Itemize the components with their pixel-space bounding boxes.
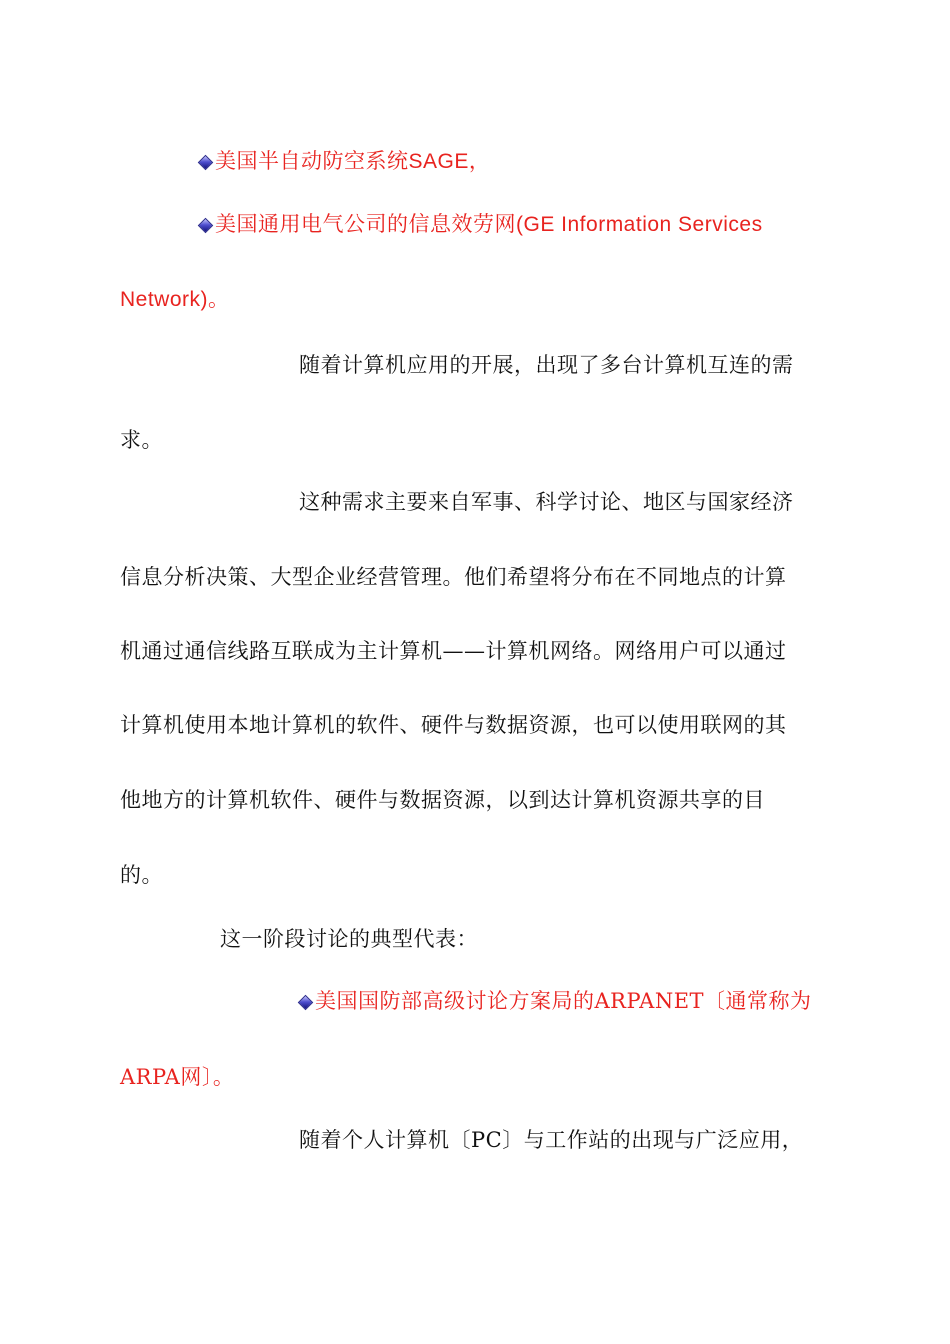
paragraph-2-line-1: 这种需求主要来自军事、科学讨论、地区与国家经济 — [299, 490, 794, 514]
diamond-bullet-icon — [298, 995, 312, 1009]
diamond-bullet-icon — [198, 155, 212, 169]
paragraph-2-line-2: 信息分析决策、大型企业经营管理。他们希望将分布在不同地点的计算 — [120, 565, 787, 589]
paragraph-2-line-3: 机通过通信线路互联成为主计算机——计算机网络。网络用户可以通过 — [120, 639, 787, 663]
paragraph-2-line-4: 计算机使用本地计算机的软件、硬件与数据资源，也可以使用联网的其 — [120, 713, 787, 737]
paragraph-3-line-1: 随着个人计算机〔PC〕与工作站的出现与广泛应用， — [299, 1128, 804, 1152]
paragraph-1-line-1: 随着计算机应用的开展，出现了多台计算机互连的需 — [299, 353, 794, 377]
text-arpanet: 美国国防部高级讨论方案局的ARPANET〔通常称为 — [315, 989, 812, 1013]
text-ge-continued: Network)。 — [120, 288, 230, 311]
paragraph-1-line-2: 求。 — [120, 428, 163, 452]
paragraph-2-line-6: 的。 — [120, 863, 163, 887]
text-sage: 美国半自动防空系统SAGE， — [215, 150, 491, 173]
bullet-line-ge — [198, 210, 763, 240]
bullet-line-sage — [198, 147, 490, 177]
paragraph-2-line-5: 他地方的计算机软件、硬件与数据资源，以到达计算机资源共享的目 — [120, 788, 765, 812]
diamond-bullet-icon — [198, 218, 212, 232]
bullet-line-arpanet — [298, 986, 812, 1016]
text-ge: 美国通用电气公司的信息效劳网(GE Information Services — [215, 213, 763, 236]
text-arpanet-continued: ARPA网〕。 — [120, 1065, 235, 1089]
representatives-heading: 这一阶段讨论的典型代表： — [220, 927, 478, 951]
